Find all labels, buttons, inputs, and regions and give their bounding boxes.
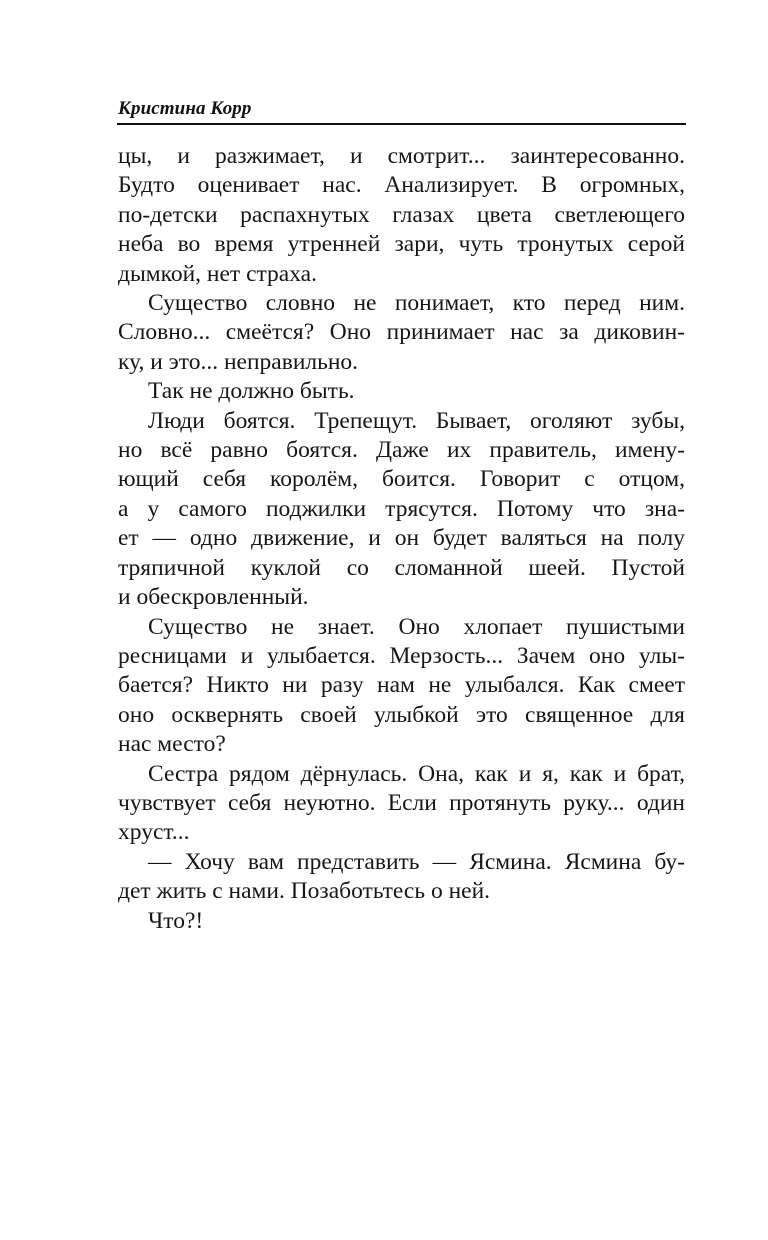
paragraph	[118, 848, 685, 907]
text-line: цы, и разжимает, и смотрит... заинтересованно.	[118, 143, 685, 169]
text-line: дет жить с нами. Позаботьтесь о ней.	[118, 878, 491, 905]
text-line: Словно... смеётся? Оно принимает нас за диковин-	[118, 319, 685, 346]
body-text	[118, 142, 685, 936]
text-line: чувствует себя неуютно. Если протянуть руку... один	[118, 789, 685, 816]
paragraph	[118, 289, 685, 377]
text-line: тряпичной куклой со сломанной шеей. Пустой	[118, 554, 685, 581]
paragraph	[118, 377, 685, 406]
text-line: Что?!	[148, 907, 204, 934]
text-line: а у самого поджилки трясутся. Потому что зна-	[118, 495, 685, 522]
text-line: дымкой, нет страха.	[118, 260, 317, 287]
text-line: бается? Никто ни разу нам не улыбался. Как смеет	[118, 672, 685, 699]
header-rule	[117, 123, 686, 125]
text-line: — Хочу вам представить — Ясмина. Ясмина бу-	[148, 848, 685, 875]
text-line: оно осквернять своей улыбкой это священное для	[118, 701, 685, 728]
paragraph	[118, 142, 685, 289]
text-line: Будто оценивает нас. Анализирует. В огромных,	[118, 172, 685, 199]
text-line: Сестра рядом дёрнулась. Она, как и я, как и брат,	[148, 760, 685, 787]
text-line: ющий себя королём, боится. Говорит с отцом,	[118, 466, 685, 493]
paragraph	[118, 907, 685, 936]
paragraph	[118, 760, 685, 848]
paragraph	[118, 407, 685, 613]
text-line: ресницами и улыбается. Мерзость... Зачем оно улы-	[118, 642, 685, 669]
text-line: нас место?	[118, 731, 226, 758]
text-line: ет — одно движение, и он будет валяться на полу	[118, 525, 685, 552]
text-line: Существо словно не понимает, кто перед ним.	[148, 290, 685, 317]
paragraph	[118, 613, 685, 760]
text-line: неба во время утренней зари, чуть тронутых серой	[118, 231, 685, 258]
text-line: по-детски распахнутых глазах цвета светлеющего	[118, 201, 685, 228]
text-line: Существо не знает. Оно хлопает пушистыми	[148, 613, 685, 640]
text-line: и обескровленный.	[118, 584, 309, 611]
text-line: но всё равно боятся. Даже их правитель, имену-	[118, 437, 685, 464]
text-line: Люди боятся. Трепещут. Бывает, оголяют зубы,	[148, 407, 685, 434]
text-line: Так не должно быть.	[148, 378, 355, 405]
running-head-author: Кристина Корр	[118, 98, 252, 119]
text-line: ку, и это... неправильно.	[118, 348, 359, 375]
text-line: хруст...	[118, 819, 190, 846]
